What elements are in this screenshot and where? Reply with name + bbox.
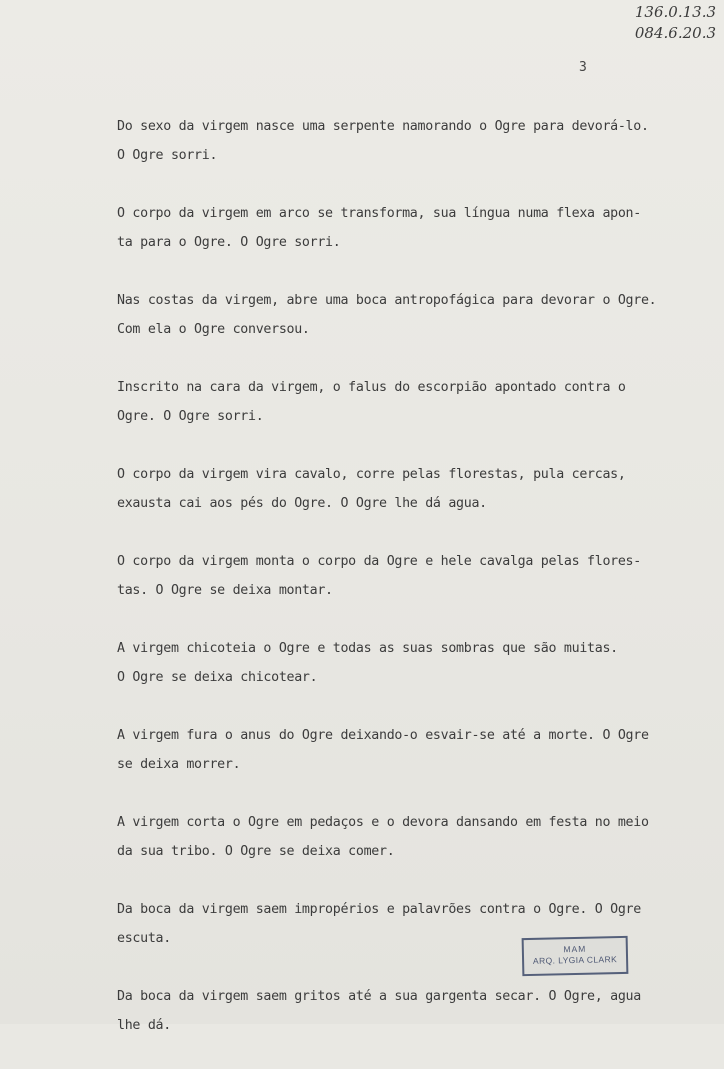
- paragraph-11: [117, 982, 662, 1040]
- paragraph-7: [117, 634, 662, 692]
- archive-reference-numbers: [606, 2, 716, 44]
- text-line: O corpo da virgem monta o corpo da Ogre e hele cavalga pelas flores-: [117, 554, 641, 569]
- text-line: Ogre. O Ogre sorri.: [117, 409, 264, 424]
- text-line: A virgem chicoteia o Ogre e todas as suas sombras que são muitas.: [117, 641, 618, 656]
- text-line: tas. O Ogre se deixa montar.: [117, 583, 333, 598]
- text-line: Inscrito na cara da virgem, o falus do escorpião apontado contra o: [117, 380, 626, 395]
- paragraph-5: [117, 460, 662, 518]
- page-number: 3: [579, 60, 587, 75]
- stamp-line-2: ARQ. LYGIA CLARK: [532, 954, 618, 966]
- paragraph-9: [117, 808, 662, 866]
- typed-text-body: [117, 112, 662, 1069]
- paragraph-2: [117, 199, 662, 257]
- text-line: O Ogre se deixa chicotear.: [117, 670, 318, 685]
- text-line: A virgem fura o anus do Ogre deixando-o esvair-se até a morte. O Ogre: [117, 728, 649, 743]
- text-line: ta para o Ogre. O Ogre sorri.: [117, 235, 341, 250]
- archive-stamp: [522, 936, 629, 976]
- text-line: Da boca da virgem saem impropérios e palavrões contra o Ogre. O Ogre: [117, 902, 641, 917]
- text-line: Do sexo da virgem nasce uma serpente namorando o Ogre para devorá-lo.: [117, 119, 649, 134]
- text-line: escuta.: [117, 931, 171, 946]
- archive-ref-2: 084.6.20.3: [634, 24, 716, 42]
- paragraph-6: [117, 547, 662, 605]
- text-line: Nas costas da virgem, abre uma boca antropofágica para devorar o Ogre.: [117, 293, 657, 308]
- text-line: se deixa morrer.: [117, 757, 241, 772]
- text-line: Com ela o Ogre conversou.: [117, 322, 310, 337]
- paragraph-8: [117, 721, 662, 779]
- text-line: O corpo da virgem em arco se transforma, sua língua numa flexa apon-: [117, 206, 641, 221]
- text-line: exausta cai aos pés do Ogre. O Ogre lhe dá agua.: [117, 496, 487, 511]
- paragraph-3: [117, 286, 662, 344]
- paragraph-1: [117, 112, 662, 170]
- text-line: lhe dá.: [117, 1018, 171, 1033]
- stamp-line-1: MAM: [563, 943, 587, 955]
- archive-ref-1: 136.0.13.3: [634, 3, 716, 21]
- text-line: O corpo da virgem vira cavalo, corre pelas florestas, pula cercas,: [117, 467, 626, 482]
- text-line: da sua tribo. O Ogre se deixa comer.: [117, 844, 395, 859]
- paragraph-4: [117, 373, 662, 431]
- text-line: Da boca da virgem saem gritos até a sua gargenta secar. O Ogre, agua: [117, 989, 641, 1004]
- text-line: O Ogre sorri.: [117, 148, 218, 163]
- text-line: A virgem corta o Ogre em pedaços e o devora dansando em festa no meio: [117, 815, 649, 830]
